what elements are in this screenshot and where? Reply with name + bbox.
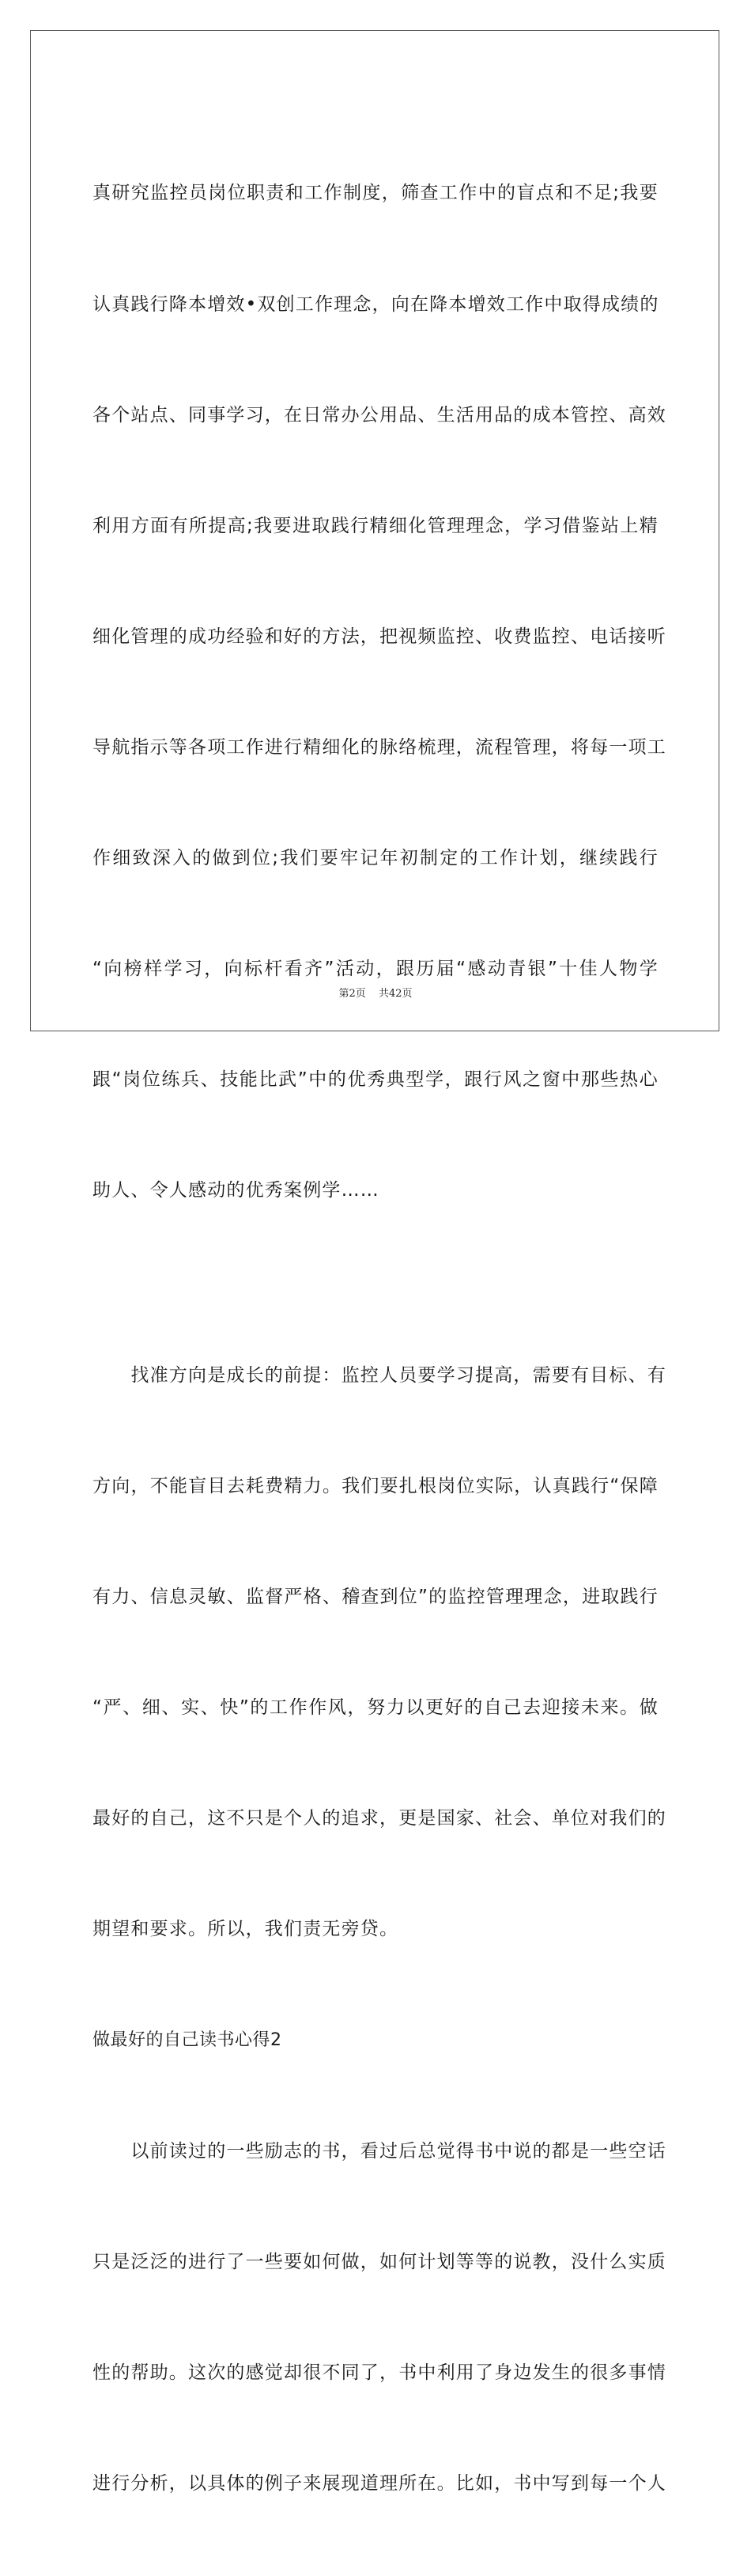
section-heading: 做最好的自己读书心得2 — [92, 2029, 282, 2050]
text-line: 期望和要求。所以，我们责无旁贷。 — [92, 1919, 399, 1940]
text-line: 真研究监控员岗位职责和工作制度，筛查工作中的盲点和不足;我要 — [92, 183, 659, 204]
text-line: 助人、令人感动的优秀案例学…… — [92, 1180, 379, 1201]
text-line: 利用方面有所提高;我要进取践行精细化管理理念，学习借鉴站上精 — [92, 515, 659, 536]
text-line: 进行分析，以具体的例子来展现道理所在。比如，书中写到每一个人 — [92, 2473, 666, 2494]
text-line: 方向，不能盲目去耗费精力。我们要扎根岗位实际，认真践行“保障 — [92, 1476, 659, 1497]
text-line: 认真践行降本增效•双创工作理念，向在降本增效工作中取得成绩的 — [92, 293, 659, 315]
document-body — [92, 101, 666, 2576]
paragraph-3 — [92, 2059, 666, 2576]
paragraph-1 — [92, 101, 666, 1284]
text-line: 作细致深入的做到位;我们要牢记年初制定的工作计划，继续践行 — [92, 848, 659, 869]
text-line: “向榜样学习，向标杆看齐”活动，跟历届“感动青银”十佳人物学 — [92, 959, 659, 980]
text-line: 细化管理的成功经验和好的方法，把视频监控、收费监控、电话接听 — [92, 626, 666, 647]
page-number: 第2页 — [338, 988, 366, 1000]
text-line: 各个站点、同事学习，在日常办公用品、生活用品的成本管控、高效 — [92, 404, 666, 426]
text-line: 性的帮助。这次的感觉却很不同了，书中利用了身边发生的很多事情 — [92, 2362, 666, 2383]
text-line: 有力、信息灵敏、监督严格、稽查到位”的监控管理理念，进取践行 — [92, 1587, 659, 1608]
text-line: 只是泛泛的进行了一些要如何做，如何计划等等的说教，没什么实质 — [92, 2251, 666, 2272]
text-line: 找准方向是成长的前提：监控人员要学习提高，需要有目标、有 — [92, 1364, 666, 1386]
text-line: 最好的自己，这不只是个人的追求，更是国家、社会、单位对我们的 — [92, 1808, 666, 1829]
paragraph-2 — [92, 1284, 666, 2022]
text-line: “严、细、实、快”的工作作风，努力以更好的自己去迎接未来。做 — [92, 1697, 659, 1719]
page-total: 共42页 — [378, 988, 413, 1000]
text-line: 跟“岗位练兵、技能比武”中的优秀典型学，跟行风之窗中那些热心 — [92, 1069, 659, 1091]
page-footer — [0, 985, 751, 1000]
text-line: 以前读过的一些励志的书，看过后总觉得书中说的都是一些空话 — [92, 2140, 666, 2162]
text-line: 导航指示等各项工作进行精细化的脉络梳理，流程管理，将每一项工 — [92, 736, 666, 758]
